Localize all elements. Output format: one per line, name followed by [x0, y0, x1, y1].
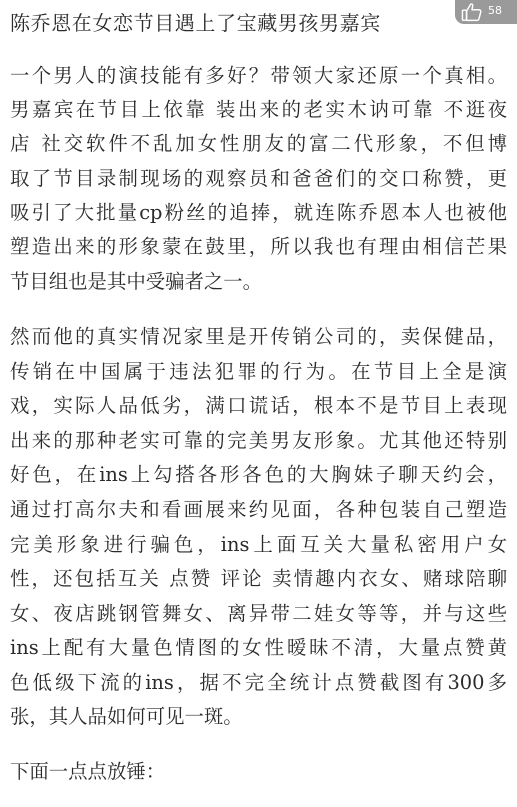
article-title: 陈乔恩在女恋节目遇上了宝藏男孩男嘉宾 [10, 11, 381, 35]
body-line: 张，其人品如何可见一斑。 [10, 705, 243, 728]
body-line: 通过打高尔夫和看画展来约见面，各种包装自己塑造 [10, 498, 507, 521]
body-line: 下面一点点放锤： [10, 760, 166, 783]
body-line: 塑造出来的形象蒙在鼓里，所以我也有理由相信芒果 [10, 235, 507, 258]
body-line: 出来的那种老实可靠的完美男友形象。尤其他还特别 [10, 429, 507, 452]
body-line: 店 社交软件不乱加女性朋友的富二代形象，不但博 [10, 132, 507, 155]
body-line: 取了节目录制现场的观察员和爸爸们的交口称赞，更 [10, 167, 507, 190]
thumbs-up-icon [461, 2, 483, 22]
body-line: 然而他的真实情况家里是开传销公司的，卖保健品， [10, 325, 507, 348]
like-count: 58 [488, 3, 502, 17]
body-line: 完美形象进行骗色，ins上面互关大量私密用户女 [10, 533, 507, 556]
body-line: 男嘉宾在节目上依靠 装出来的老实木讷可靠 不逛夜 [10, 98, 507, 121]
body-line: 一个男人的演技能有多好？带领大家还原一个真相。 [10, 64, 507, 87]
body-line: 好色，在ins上勾搭各形各色的大胸妹子聊天约会， [10, 463, 507, 486]
body-line: 性，还包括互关 点赞 评论 卖情趣内衣女、赌球陪聊 [10, 567, 507, 590]
body-line: ins上配有大量色情图的女性暧昧不清，大量点赞黄 [10, 636, 507, 659]
body-line: 女、夜店跳钢管舞女、离异带二娃女等等，并与这些 [10, 602, 507, 625]
like-button[interactable] [455, 0, 517, 24]
body-line: 吸引了大批量cp粉丝的追捧，就连陈乔恩本人也被他 [10, 201, 507, 224]
body-line: 戏，实际人品低劣，满口谎话，根本不是节目上表现 [10, 394, 507, 417]
body-line: 节目组也是其中受骗者之一。 [10, 270, 263, 293]
body-line: 传销在中国属于违法犯罪的行为。在节目上全是演 [10, 360, 507, 383]
body-line: 色低级下流的ins，据不完全统计点赞截图有300多 [10, 671, 507, 694]
